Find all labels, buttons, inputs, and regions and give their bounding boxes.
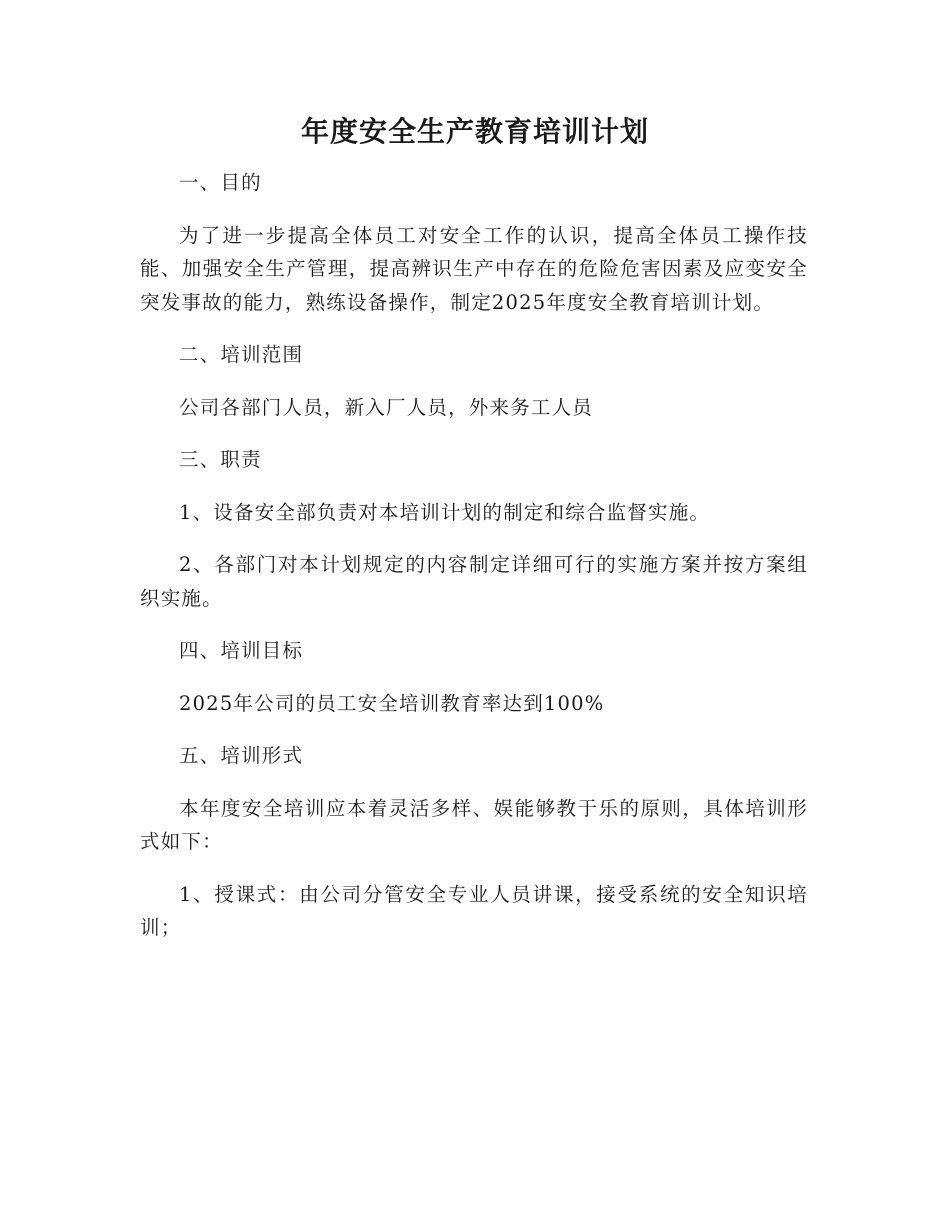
document-body — [140, 166, 808, 964]
goals-paragraph: 2025年公司的员工安全培训教育率达到100% — [179, 691, 605, 715]
duties-item-2: 2、各部门对本计划规定的内容制定详细可行的实施方案并按方案组织实施。 — [140, 553, 808, 610]
scope-paragraph: 公司各部门人员，新入厂人员，外来务工人员 — [179, 395, 594, 419]
section-heading-duties: 三、职责 — [179, 448, 262, 471]
section-heading-scope: 二、培训范围 — [179, 343, 304, 366]
section-heading-goals: 四、培训目标 — [179, 639, 304, 662]
format-paragraph: 本年度安全培训应本着灵活多样、娱能够教于乐的原则，具体培训形式如下： — [140, 796, 808, 853]
document-title: 年度安全生产教育培训计划 — [300, 115, 649, 148]
section-heading-purpose: 一、目的 — [179, 171, 262, 194]
purpose-paragraph: 为了进一步提高全体员工对安全工作的认识，提高全体员工操作技能、加强安全生产管理，提高辨识生产中存在的危险危害因素及应变安全突发事故的能力，熟练设备操作，制定2025年度安全教育培训计划。 — [140, 223, 808, 314]
duties-item-1: 1、设备安全部负责对本培训计划的制定和综合监督实施。 — [179, 500, 711, 524]
format-item-1: 1、授课式：由公司分管安全专业人员讲课，接受系统的安全知识培训； — [140, 882, 808, 939]
section-heading-format: 五、培训形式 — [179, 744, 304, 767]
